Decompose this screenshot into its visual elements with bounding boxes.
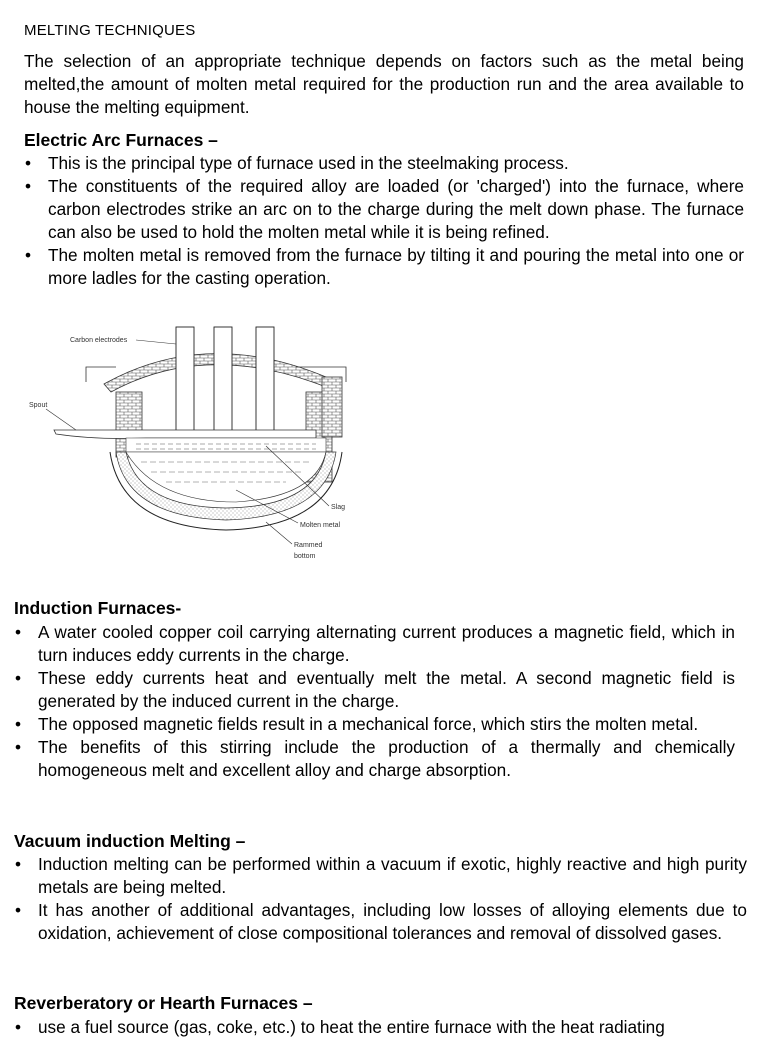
leader-electrodes [136, 340, 176, 344]
list-item: • use a fuel source (gas, coke, etc.) to heat the entire furnace with the heat radiating [14, 1016, 747, 1039]
list-item: • It has another of additional advantages, including low losses of alloying elements due to oxidation, achievement of close compositional tolerances and removal of dissolved gases. [14, 899, 747, 945]
page-heading: MELTING TECHNIQUES [24, 22, 196, 39]
label-slag: Slag [331, 504, 346, 511]
right-top-wall [322, 377, 342, 437]
spout [54, 430, 316, 439]
electric-arc-bullets [24, 152, 744, 290]
list-item: • Induction melting can be performed within a vacuum if exotic, highly reactive and high purity metals are being melted. [14, 853, 747, 899]
leader-rammed [266, 522, 292, 544]
leader-spout [46, 409, 76, 430]
reverberatory-bullets [14, 1016, 747, 1037]
section-title-reverberatory: Reverberatory or Hearth Furnaces – [14, 993, 313, 1013]
list-item: • The constituents of the required alloy are loaded (or 'charged') into the furnace, where carbon electrodes strike an arc on to the charge during the melt down phase. The furnace can also be used to hold the molten metal while it is being refined. [24, 175, 744, 244]
slag-layer [126, 438, 326, 452]
induction-bullets [14, 621, 735, 782]
label-rammed-1: Rammed [294, 542, 323, 549]
vacuum-bullets [14, 853, 747, 945]
list-item: • These eddy currents heat and eventually melt the metal. A second magnetic field is generated by the induced current in the charge. [14, 667, 735, 713]
electrode-1 [176, 327, 194, 447]
label-carbon-electrodes: Carbon electrodes [70, 337, 128, 344]
label-molten-metal: Molten metal [300, 522, 341, 529]
list-item: • This is the principal type of furnace used in the steelmaking process. [24, 152, 744, 175]
list-item: • The opposed magnetic fields result in a mechanical force, which stirs the molten metal. [14, 713, 735, 736]
electric-arc-furnace-diagram [26, 322, 376, 562]
intro-paragraph: The selection of an appropriate technique depends on factors such as the metal being melted,the amount of molten metal required for the production run and the area available to house the melting equipment. [24, 51, 744, 117]
label-spout: Spout [29, 402, 48, 409]
list-item: • The benefits of this stirring include the production of a thermally and chemically homogeneous melt and excellent alloy and charge absorption. [14, 736, 735, 782]
section-title-induction: Induction Furnaces- [14, 598, 182, 618]
section-title-vacuum: Vacuum induction Melting – [14, 831, 246, 851]
list-item: • The molten metal is removed from the furnace by tilting it and pouring the metal into one or more ladles for the casting operation. [24, 244, 744, 290]
electrode-3 [256, 327, 274, 447]
electrode-2 [214, 327, 232, 447]
section-title-electric-arc: Electric Arc Furnaces – [24, 130, 218, 150]
label-rammed-2: bottom [294, 553, 316, 560]
list-item: • A water cooled copper coil carrying alternating current produces a magnetic field, which in turn induces eddy currents in the charge. [14, 621, 735, 667]
